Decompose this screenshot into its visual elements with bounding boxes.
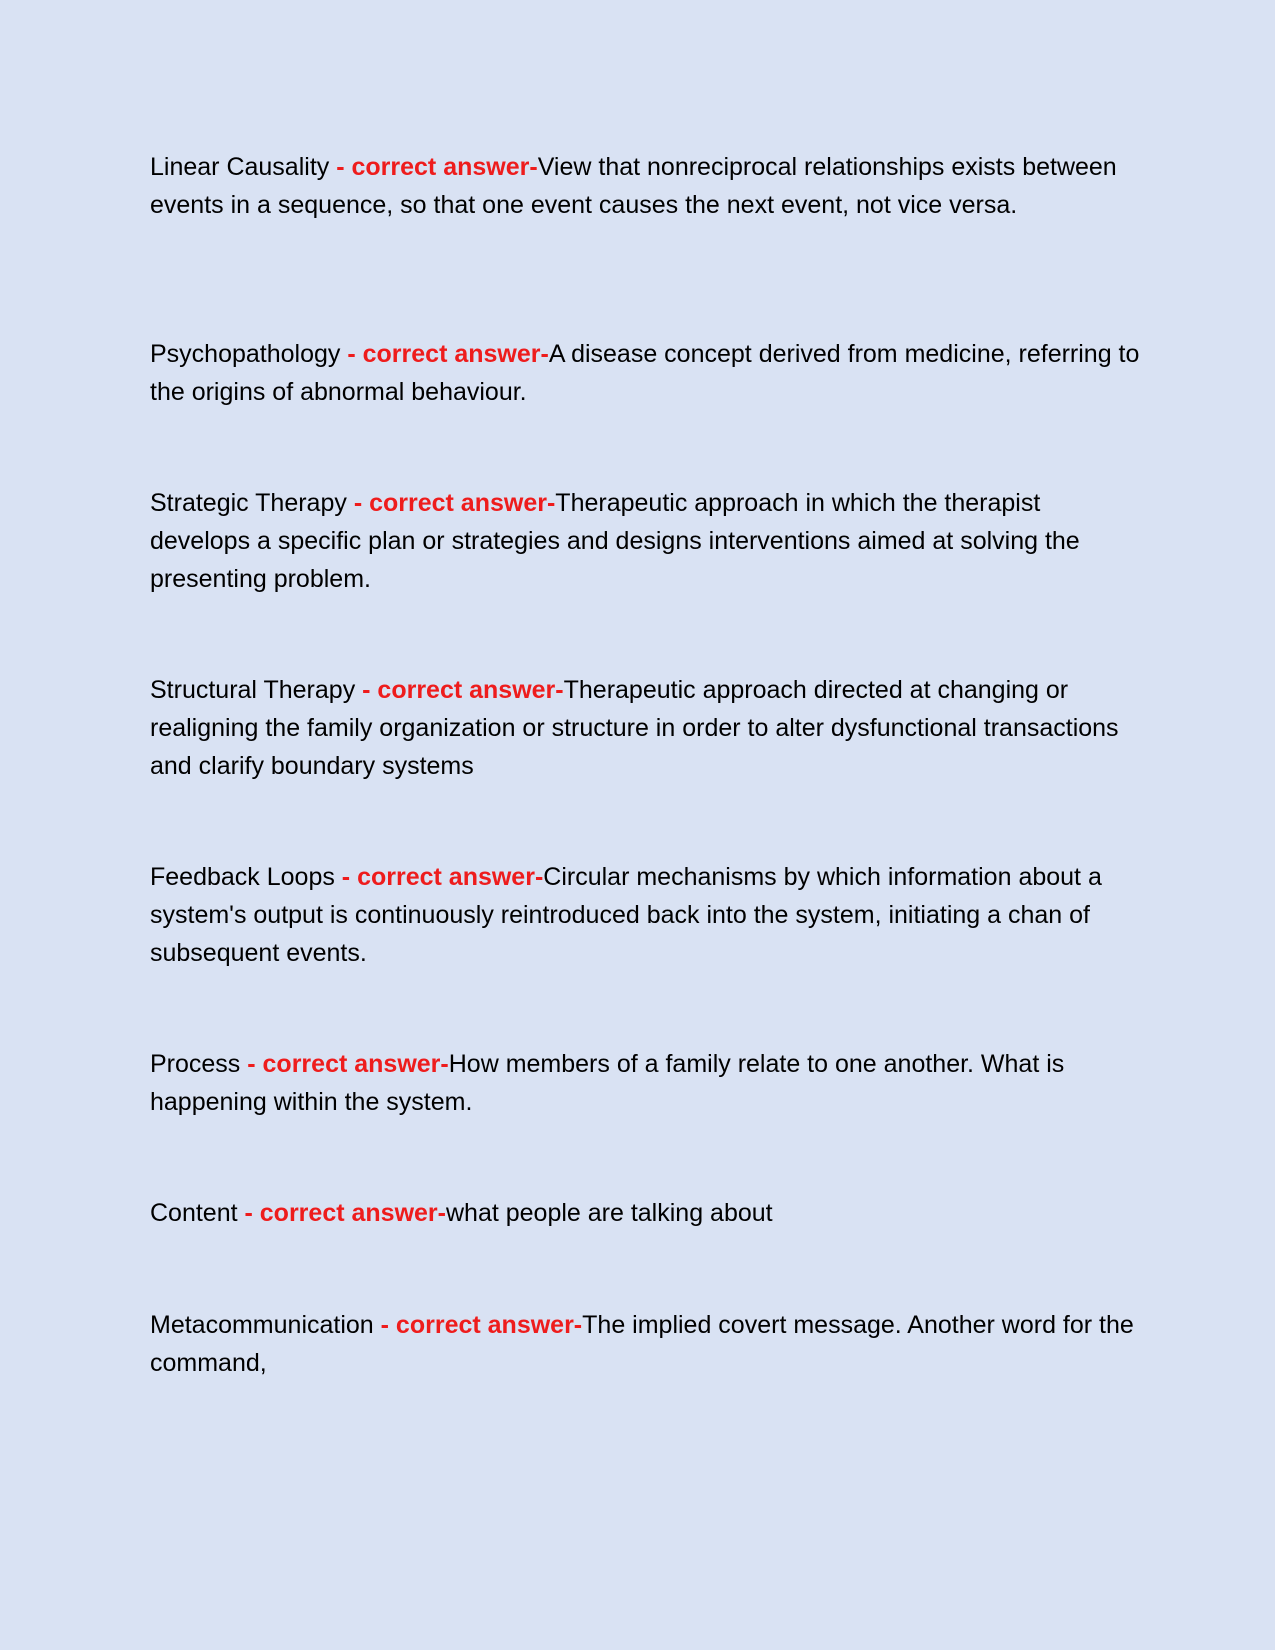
entry-definition: How members of a family relate to one another. What is happening within the system.	[150, 1050, 1065, 1116]
entry-term: Strategic Therapy	[150, 489, 347, 517]
flashcard-entry	[150, 335, 1140, 411]
entry-term: Linear Causality	[150, 153, 330, 181]
entry-term: Content	[150, 1199, 238, 1227]
entry-definition: A disease concept derived from medicine, referring to the origins of abnormal behaviour.	[150, 340, 1140, 406]
entry-term: Psychopathology	[150, 340, 341, 368]
entry-term: Process	[150, 1050, 241, 1078]
entry-definition: View that nonreciprocal relationships exists between events in a sequence, so that one event causes the next event, not vice versa.	[150, 153, 1117, 219]
entry-definition: Therapeutic approach in which the therapist develops a specific plan or strategies and designs interventions aimed at solving the presenting problem.	[150, 489, 1080, 593]
correct-answer-marker: - correct answer-	[334, 863, 544, 891]
entry-definition: Therapeutic approach directed at changing or realigning the family organization or structure in order to alter dysfunctional transactions and clarify boundary systems	[150, 676, 1119, 780]
entry-term: Feedback Loops	[150, 863, 335, 891]
correct-answer-marker: - correct answer-	[373, 1311, 583, 1339]
flashcard-entry	[150, 858, 1140, 972]
entry-definition: The implied covert message. Another word for the command,	[150, 1311, 1134, 1377]
flashcard-entry	[150, 1045, 1140, 1121]
correct-answer-marker: - correct answer-	[329, 153, 538, 181]
flashcard-entry	[150, 1306, 1140, 1382]
flashcard-entry	[150, 671, 1140, 785]
correct-answer-marker: - correct answer-	[237, 1199, 446, 1227]
correct-answer-marker: - correct answer-	[240, 1050, 449, 1078]
entry-definition: Circular mechanisms by which information about a system's output is continuously reintroduced back into the system, initiating a chan of subsequent events.	[150, 863, 1102, 967]
entry-term: Metacommunication	[150, 1311, 374, 1339]
flashcard-entry	[150, 1194, 1140, 1232]
flashcard-entry	[150, 484, 1140, 598]
correct-answer-marker: - correct answer-	[340, 340, 549, 368]
correct-answer-marker: - correct answer-	[346, 489, 556, 517]
correct-answer-marker: - correct answer-	[355, 676, 564, 704]
entry-definition: what people are talking about	[445, 1199, 773, 1227]
entry-term: Structural Therapy	[150, 676, 356, 704]
flashcard-entry	[150, 148, 1140, 224]
